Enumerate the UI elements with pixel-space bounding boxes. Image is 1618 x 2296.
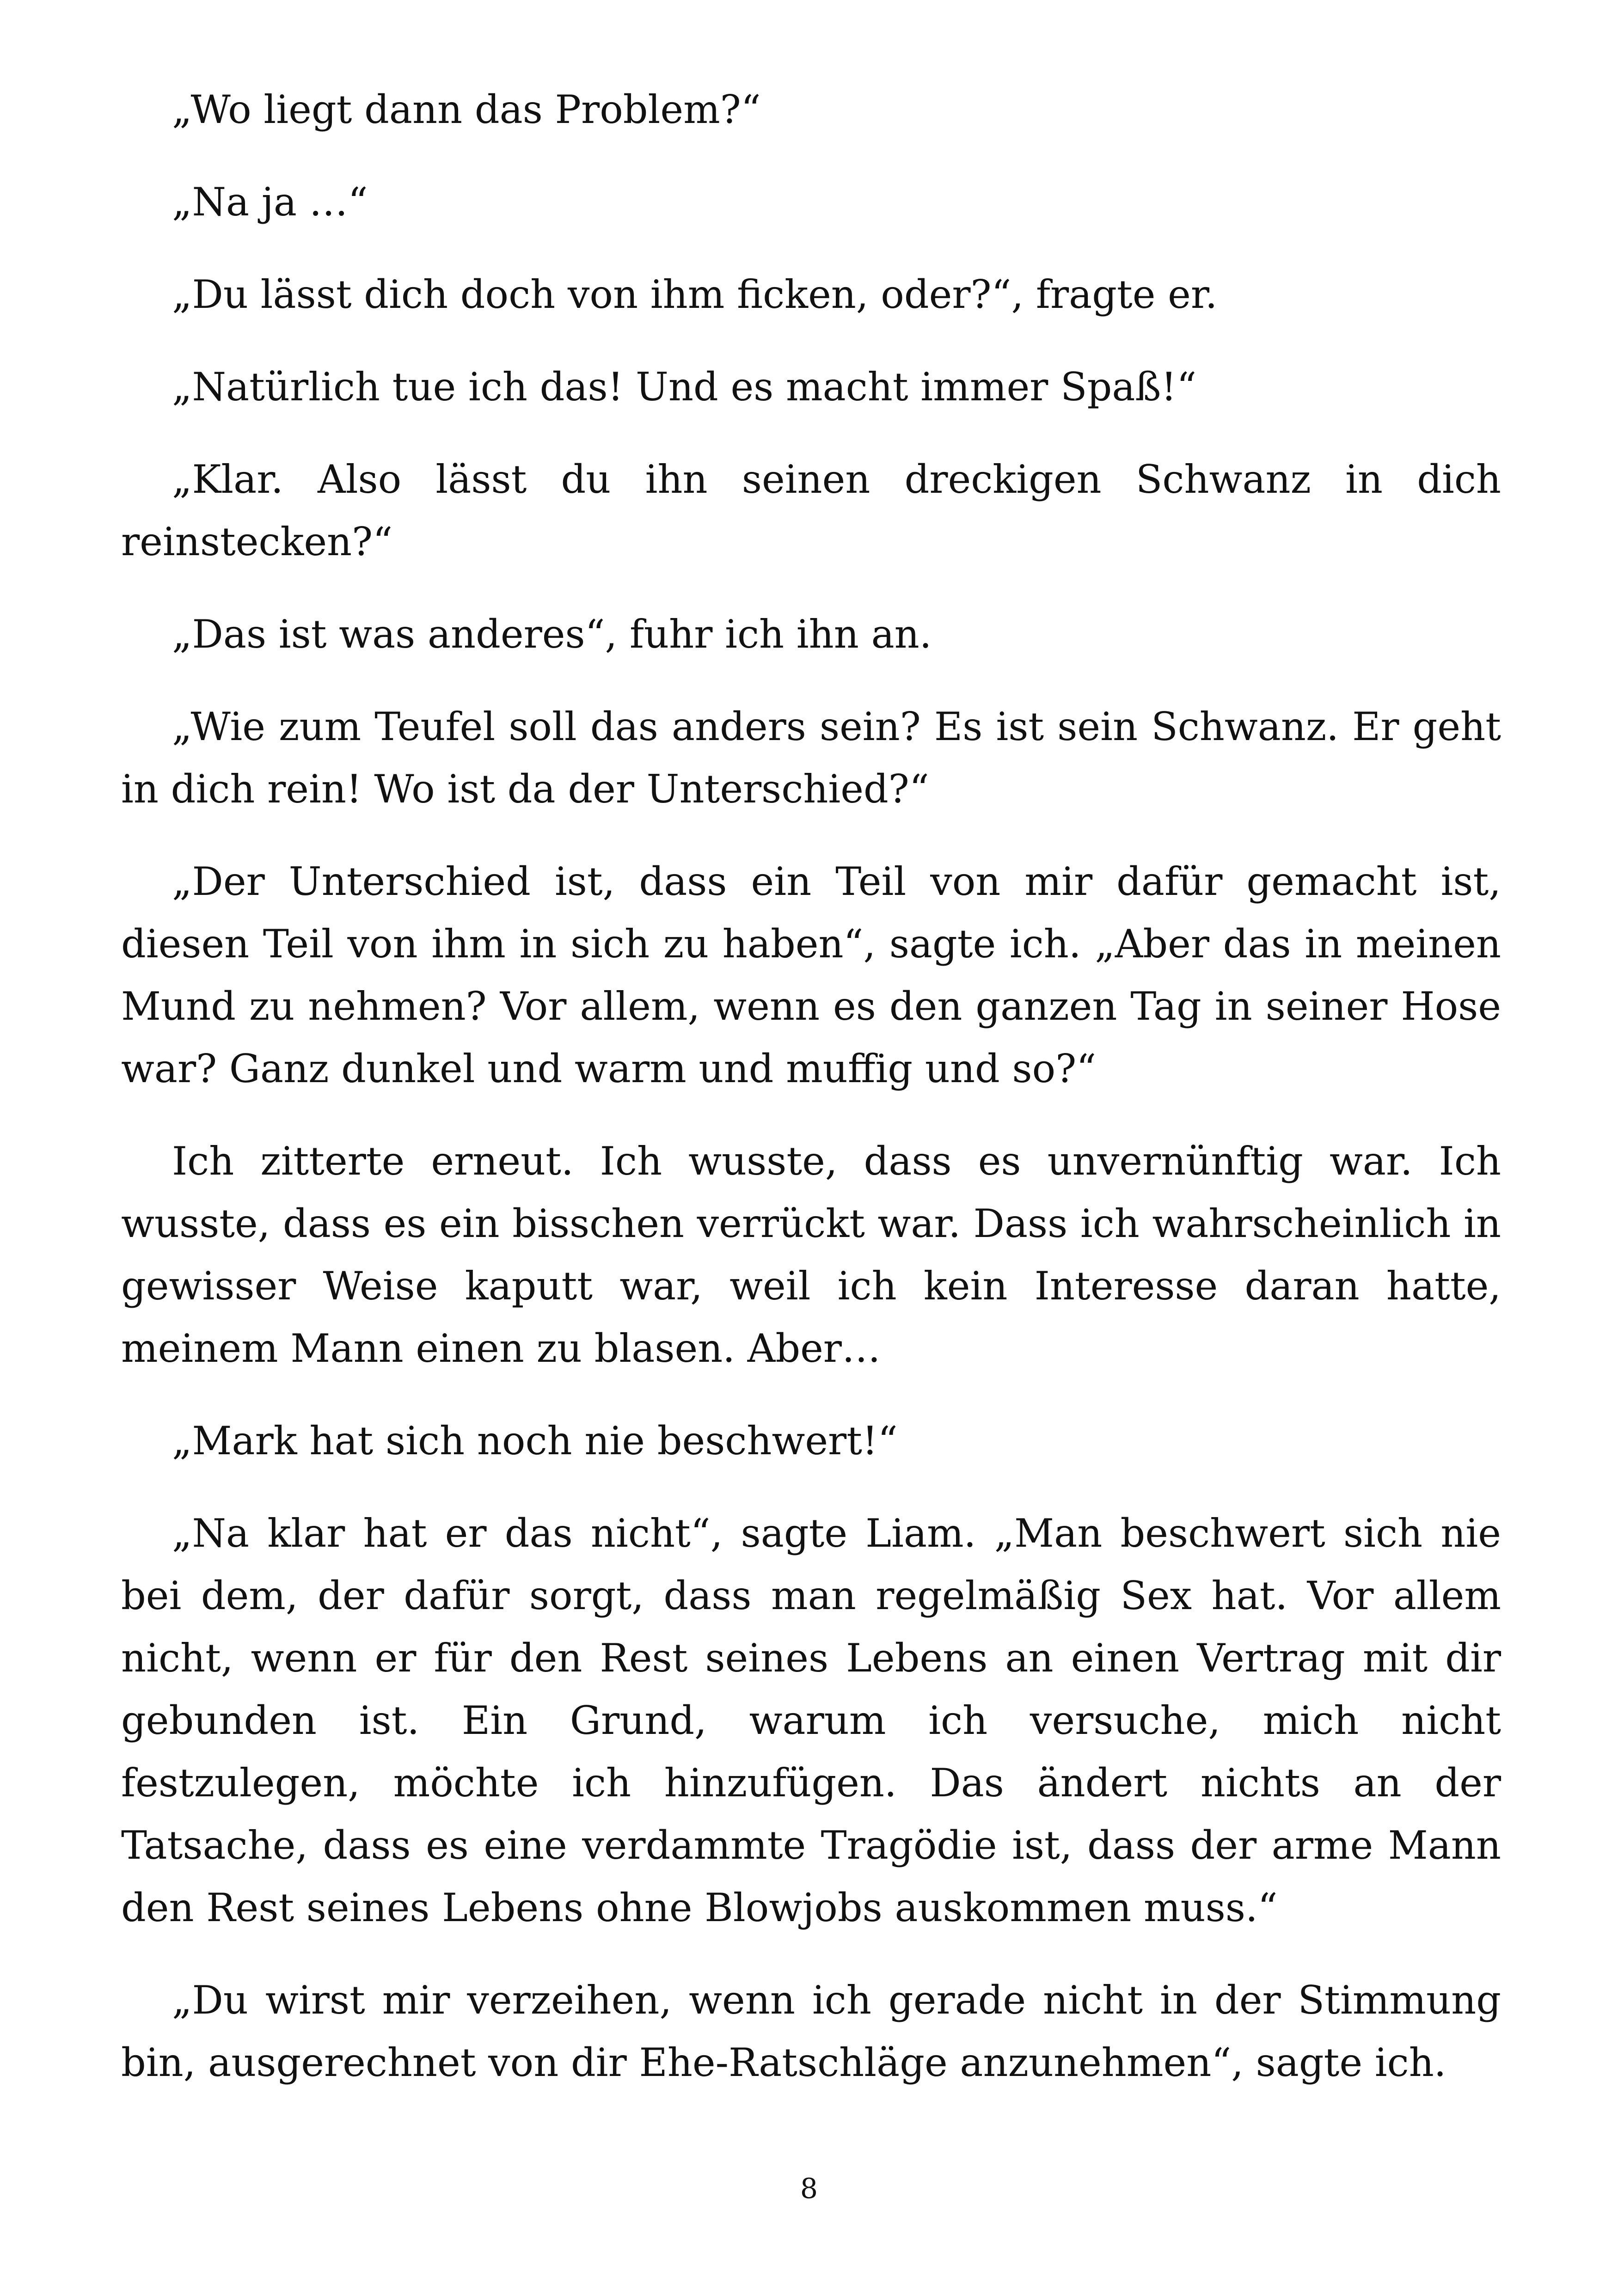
paragraph: „Du wirst mir verzeihen, wenn ich gerade nicht in der Stimmung bin, ausgerechnet von dir Ehe-Ratschläge anzunehmen“, sagte ich. — [121, 1978, 1501, 2085]
paragraph: „Klar. Also lässt du ihn seinen dreckigen Schwanz in dich reinstecken?“ — [121, 457, 1501, 564]
paragraph: „Das ist was anderes“, fuhr ich ihn an. — [172, 612, 932, 657]
page-body — [121, 79, 1501, 2124]
paragraph: „Wo liegt dann das Problem?“ — [172, 87, 761, 132]
paragraph: „Na ja …“ — [172, 179, 368, 225]
paragraph: „Der Unterschied ist, dass ein Teil von mir dafür gemacht ist, diesen Teil von ihm in sich zu haben“, sagte ich. „Aber das in meinen Mund zu nehmen? Vor allem, wenn es den ganzen Tag in seiner Hose war? Ganz dunkel und warm und muffig und so?“ — [121, 859, 1501, 1091]
paragraph: „Na klar hat er das nicht“, sagte Liam. „Man beschwert sich nie bei dem, der dafür sorgt, dass man regelmäßig Sex hat. Vor allem nicht, wenn er für den Rest seines Lebens an einen Vertrag mit dir gebunden ist. Ein Grund, warum ich versuche, mich nicht festzulegen, möchte ich hinzufügen. Das ändert nichts an der Tatsache, dass es eine verdammte Tragödie ist, dass der arme Mann den Rest seines Lebens ohne Blowjobs auskommen muss.“ — [121, 1511, 1501, 1930]
paragraph: Ich zitterte erneut. Ich wusste, dass es unvernünftig war. Ich wusste, dass es ein bisschen verrückt war. Dass ich wahrscheinlich in gewisser Weise kaputt war, weil ich kein Interesse daran hatte, meinem Mann einen zu blasen. Aber… — [121, 1139, 1501, 1371]
paragraph: „Mark hat sich noch nie beschwert!“ — [172, 1418, 898, 1463]
paragraph: „Natürlich tue ich das! Und es macht immer Spaß!“ — [172, 364, 1197, 410]
page-number: 8 — [800, 2173, 818, 2205]
paragraph: „Du lässt dich doch von ihm ficken, oder?“, fragte er. — [172, 272, 1218, 317]
paragraph: „Wie zum Teufel soll das anders sein? Es ist sein Schwanz. Er geht in dich rein! Wo ist da der Unterschied?“ — [121, 704, 1501, 812]
